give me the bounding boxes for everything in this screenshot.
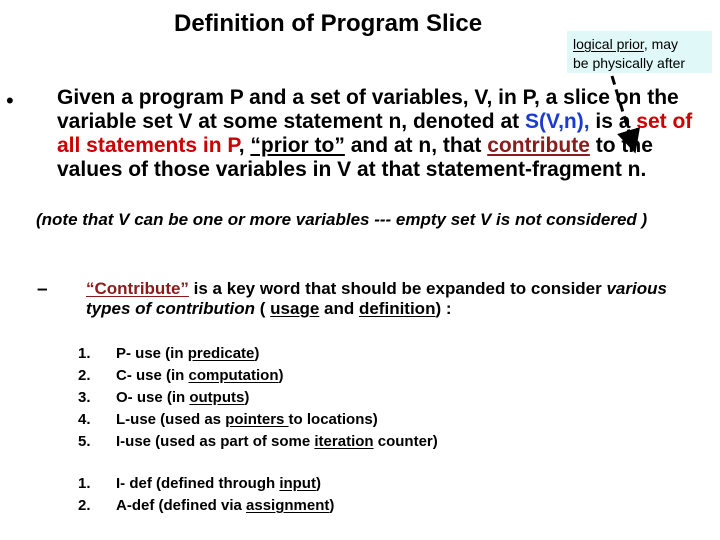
definition-list — [78, 473, 334, 517]
main-text-5: , — [238, 134, 251, 157]
contribute-explanation — [86, 279, 706, 319]
note-line2: be physically after — [573, 55, 686, 71]
list-item: 3. O- use (in outputs) — [78, 389, 250, 406]
parenthetical-note: (note that V can be one or more variables --- empty set V is not considered ) — [36, 210, 648, 229]
sub-text-6: and — [319, 299, 359, 318]
list-item: 2. A-def (defined via assignment) — [78, 497, 335, 514]
main-text-9: to the values of those variables in V at that statement-fragment n. — [57, 134, 653, 181]
sub-usage: usage — [270, 299, 320, 318]
slide-title: Definition of Program Slice — [174, 10, 483, 37]
main-text-set: set of all statements in P — [57, 110, 693, 157]
sub-contribute: “Contribute” — [86, 279, 189, 298]
main-text-sv: S(V,n), — [524, 110, 590, 133]
sub-text-4: ( — [255, 299, 271, 318]
main-text-contribute: contribute — [487, 134, 590, 157]
sub-text-various: various types of contribution — [86, 279, 667, 318]
main-definition — [57, 86, 697, 182]
main-text-7: and at n, that — [344, 134, 488, 157]
list-item: 1. I- def (defined through input) — [78, 475, 321, 492]
sub-bullet-dash: – — [37, 279, 48, 300]
list-item: 4. L-use (used as pointers to locations) — [78, 411, 378, 428]
sub-definition: definition — [358, 299, 436, 318]
sub-text-2: is a key word that should be expanded to consider — [188, 279, 607, 298]
list-item: 2. C- use (in computation) — [78, 367, 284, 384]
list-item: 5. I-use (used as part of some iteration counter) — [78, 433, 438, 450]
main-text-prior: “prior to” — [250, 134, 345, 157]
note-underlined: logical prior — [573, 36, 644, 52]
main-text-3: is a — [589, 110, 637, 133]
sub-text-8: ) : — [435, 299, 452, 318]
list-item: 1. P- use (in predicate) — [78, 345, 260, 362]
bullet-marker: • — [6, 88, 14, 113]
main-text-1: Given a program P and a set of variables, V, in P, a slice on the variable set V at some statement n, denoted at — [57, 86, 679, 133]
usage-list — [78, 343, 438, 453]
note-line1-rest: , may — [643, 36, 679, 52]
